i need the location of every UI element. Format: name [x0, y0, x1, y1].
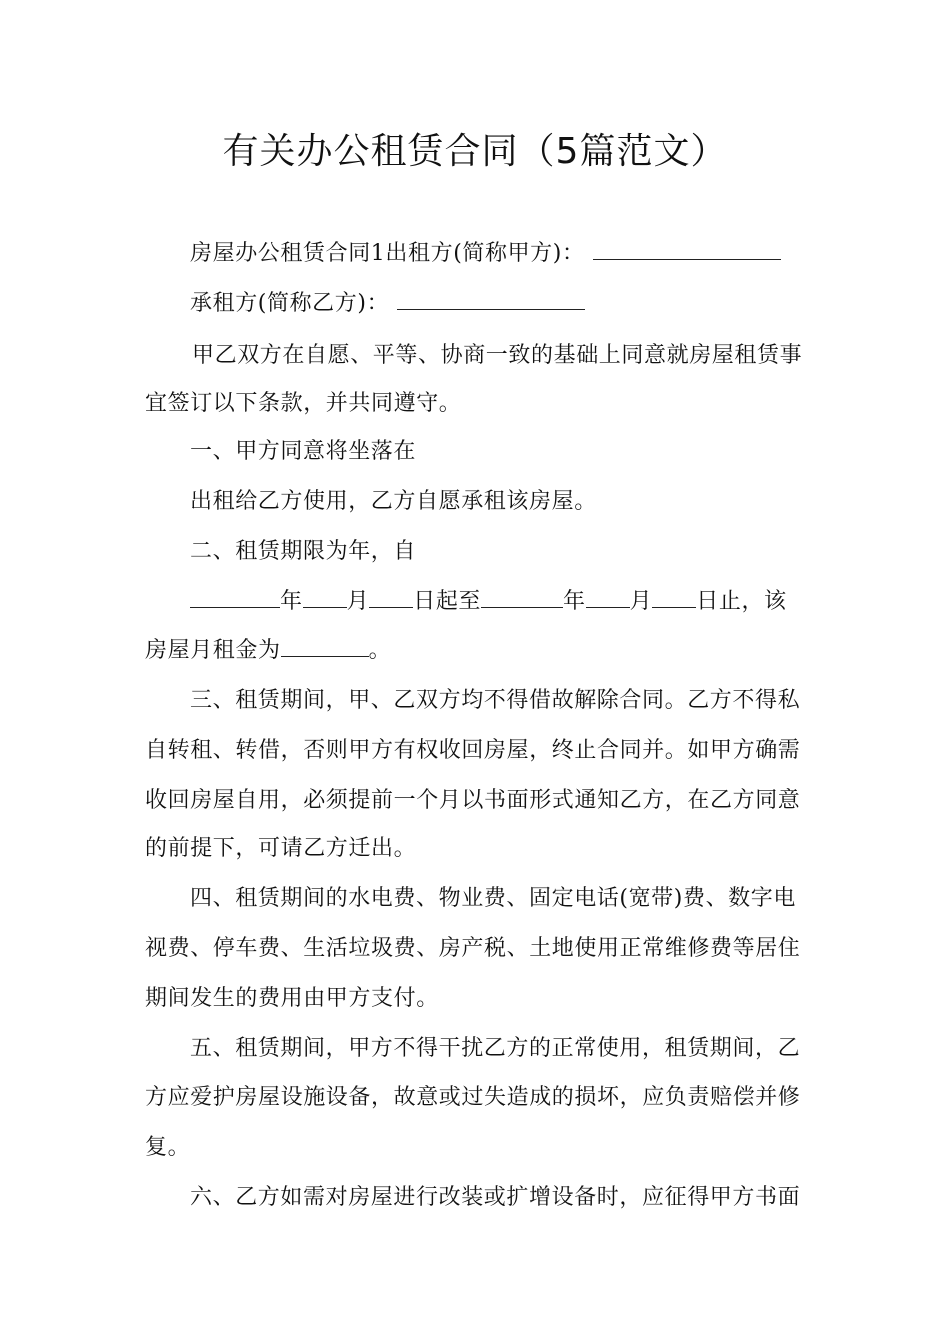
clause-3-line-1: 三、租赁期间，甲、乙双方均不得借故解除合同。乙方不得私 [190, 688, 801, 713]
clause-1-line-1: 一、甲方同意将坐落在 [190, 439, 417, 464]
year-from-label: 年 [280, 589, 303, 614]
clause-3-line-2: 自转租、转借，否则甲方有权收回房屋，终止合同并。如甲方确需 [145, 738, 801, 763]
rent-end: 。 [368, 638, 392, 663]
day-from-blank [369, 587, 413, 608]
year-to-blank [481, 587, 563, 608]
day-to-label: 日止，该 [696, 589, 787, 614]
clause-5-line-3: 复。 [145, 1135, 191, 1160]
rent-line [145, 635, 809, 667]
party-a-label: 房屋办公租赁合同1出租方(简称甲方)： [190, 241, 585, 266]
clause-3-line-3: 收回房屋自用，必须提前一个月以书面形式通知乙方，在乙方同意 [145, 788, 801, 813]
preamble-line-2: 宜签订以下条款，并共同遵守。 [145, 391, 462, 416]
clause-3-line-4: 的前提下，可请乙方迁出。 [145, 836, 417, 861]
month-from-label: 月 [346, 589, 370, 614]
clause-2-line-1: 二、租赁期限为年，自 [190, 539, 417, 564]
day-to-blank [652, 587, 696, 608]
clause-4-line-2: 视费、停车费、生活垃圾费、房产税、土地使用正常维修费等居住 [145, 936, 801, 961]
clause-6-line-1: 六、乙方如需对房屋进行改装或扩增设备时，应征得甲方书面 [190, 1185, 801, 1210]
rent-label: 房屋月租金为 [145, 638, 281, 663]
party-b-label: 承租方(简称乙方)： [190, 291, 390, 316]
clause-5-line-2: 方应爱护房屋设施设备，故意或过失造成的损坏，应负责赔偿并修 [145, 1085, 801, 1110]
year-from-blank [190, 587, 280, 608]
year-to-label: 年 [563, 589, 586, 614]
day-from-label: 日起至 [413, 589, 482, 614]
clause-1-line-2: 出租给乙方使用，乙方自愿承租该房屋。 [190, 489, 597, 514]
party-a-line [190, 238, 854, 270]
clause-2-date-line [190, 586, 809, 618]
party-b-blank [397, 289, 585, 310]
party-b-line [190, 288, 854, 320]
clause-4-line-3: 期间发生的费用由甲方支付。 [145, 986, 439, 1011]
clause-5-line-1: 五、租赁期间，甲方不得干扰乙方的正常使用，租赁期间，乙 [190, 1036, 801, 1061]
month-to-blank [586, 587, 630, 608]
preamble-line-1: 甲乙双方在自愿、平等、协商一致的基础上同意就房屋租赁事 [192, 343, 803, 368]
month-from-blank [303, 587, 347, 608]
document-title: 有关办公租赁合同（5篇范文） [222, 131, 728, 172]
party-a-blank [593, 239, 781, 260]
clause-4-line-1: 四、租赁期间的水电费、物业费、固定电话(宽带)费、数字电 [190, 886, 796, 911]
rent-blank [281, 636, 369, 657]
month-to-label: 月 [629, 589, 653, 614]
